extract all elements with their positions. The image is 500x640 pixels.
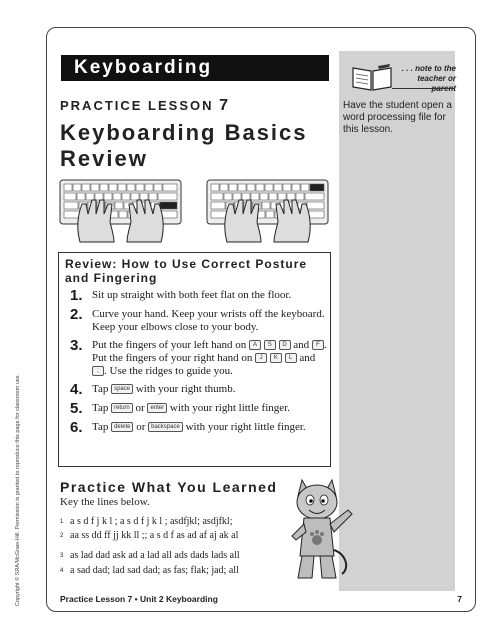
- step-text-part: with your right little finger.: [185, 421, 306, 433]
- line-number: 1: [60, 518, 64, 525]
- step-text-part: Put the fingers of your left hand on: [92, 339, 247, 351]
- line-number: 3: [60, 552, 64, 559]
- line-number: 4: [60, 567, 64, 574]
- key-space: space: [111, 384, 133, 394]
- step-text: [92, 402, 328, 416]
- page-number: 7: [457, 594, 462, 604]
- step-text-part: or: [135, 402, 145, 414]
- step-number: 6.: [70, 419, 83, 436]
- drill-line-2: [60, 530, 238, 541]
- page-footer: [60, 594, 462, 604]
- key-d: D: [279, 340, 291, 350]
- key-a: A: [249, 340, 261, 350]
- practice-heading: Practice What You Learned: [60, 479, 278, 495]
- key-return: return: [111, 403, 133, 413]
- drill-text: a s d f j k l ; a s d f j k l ; asdfjkl; asdjfkl;: [70, 516, 233, 527]
- step-text-part: Tap: [92, 402, 109, 414]
- copyright-notice: Copyright © SRA/McGraw-Hill. Permission is granted to reproduce this page for classroom use.: [15, 373, 21, 606]
- key-j: J: [255, 353, 267, 363]
- step-text-part: Tap: [92, 421, 109, 433]
- step-text-part: Tap: [92, 383, 109, 395]
- step-number: 3.: [70, 337, 83, 354]
- keyboard-hands-illustration-right: [205, 178, 330, 243]
- note-divider: [392, 88, 454, 89]
- step-3: [66, 339, 328, 378]
- key-k: K: [270, 353, 282, 363]
- step-number: 2.: [70, 306, 83, 323]
- step-number: 4.: [70, 381, 83, 398]
- step-text-part: and: [293, 339, 310, 351]
- open-book-icon: [350, 62, 394, 92]
- step-text: [92, 421, 328, 435]
- practice-instruction: Key the lines below.: [60, 496, 150, 508]
- step-text-part: . Use the ridges to guide you.: [104, 365, 233, 377]
- step-5: [66, 402, 328, 416]
- step-2: [66, 308, 328, 334]
- step-text: [92, 339, 328, 378]
- step-6: [66, 421, 328, 435]
- step-text: Sit up straight with both feet flat on the floor.: [92, 289, 292, 301]
- lesson-label: [60, 97, 230, 115]
- note-text: Have the student open a word processing file for this lesson.: [343, 100, 452, 135]
- step-number: 1.: [70, 287, 83, 304]
- drill-text: a sad dad; lad sad dad; as fas; flak; jad; all: [70, 565, 239, 576]
- step-number: 5.: [70, 400, 83, 417]
- drill-text: aa ss dd ff jj kk ll ;; a s d f as ad af aj ak al: [70, 530, 239, 541]
- keyboard-hands-illustration-left: [58, 178, 183, 243]
- lesson-title: Keyboarding Basics Review: [60, 120, 308, 171]
- step-1: [66, 289, 328, 303]
- key-s: S: [264, 340, 276, 350]
- key-backspace: backspace: [148, 422, 183, 432]
- step-text-part: with your right thumb.: [135, 383, 236, 395]
- key-l: L: [285, 353, 297, 363]
- line-number: 2: [60, 532, 64, 539]
- step-text-part: or: [136, 421, 146, 433]
- step-text: [92, 383, 328, 397]
- drill-text: as lad dad ask ad a lad all ads dads lads all: [70, 550, 240, 561]
- key-semicolon: ;: [92, 366, 104, 376]
- drill-line-4: [60, 565, 239, 576]
- review-heading: Review: How to Use Correct Posture and Fingering: [65, 257, 308, 285]
- lesson-number: 7: [219, 97, 231, 114]
- page-title: Keyboarding: [61, 55, 329, 81]
- review-steps: [66, 289, 328, 440]
- step-4: [66, 383, 328, 397]
- step-text-part: . Put the fingers of your right hand on: [92, 339, 327, 364]
- step-text-part: with your right little finger.: [169, 402, 290, 414]
- cat-mascot-illustration: [284, 474, 356, 584]
- footer-text: Practice Lesson 7 • Unit 2 Keyboarding: [60, 594, 218, 604]
- step-text-part: and: [299, 352, 316, 364]
- drill-line-1: [60, 516, 232, 527]
- key-f: F: [312, 340, 324, 350]
- step-text: Curve your hand. Keep your wrists off the keyboard. Keep your elbows close to your body.: [92, 308, 325, 333]
- note-label: . . . note to the teacher or parent: [401, 64, 456, 93]
- drill-line-3: [60, 550, 240, 561]
- key-delete: delete: [111, 422, 133, 432]
- lesson-label-text: PRACTICE LESSON: [60, 98, 214, 113]
- key-enter: enter: [147, 403, 167, 413]
